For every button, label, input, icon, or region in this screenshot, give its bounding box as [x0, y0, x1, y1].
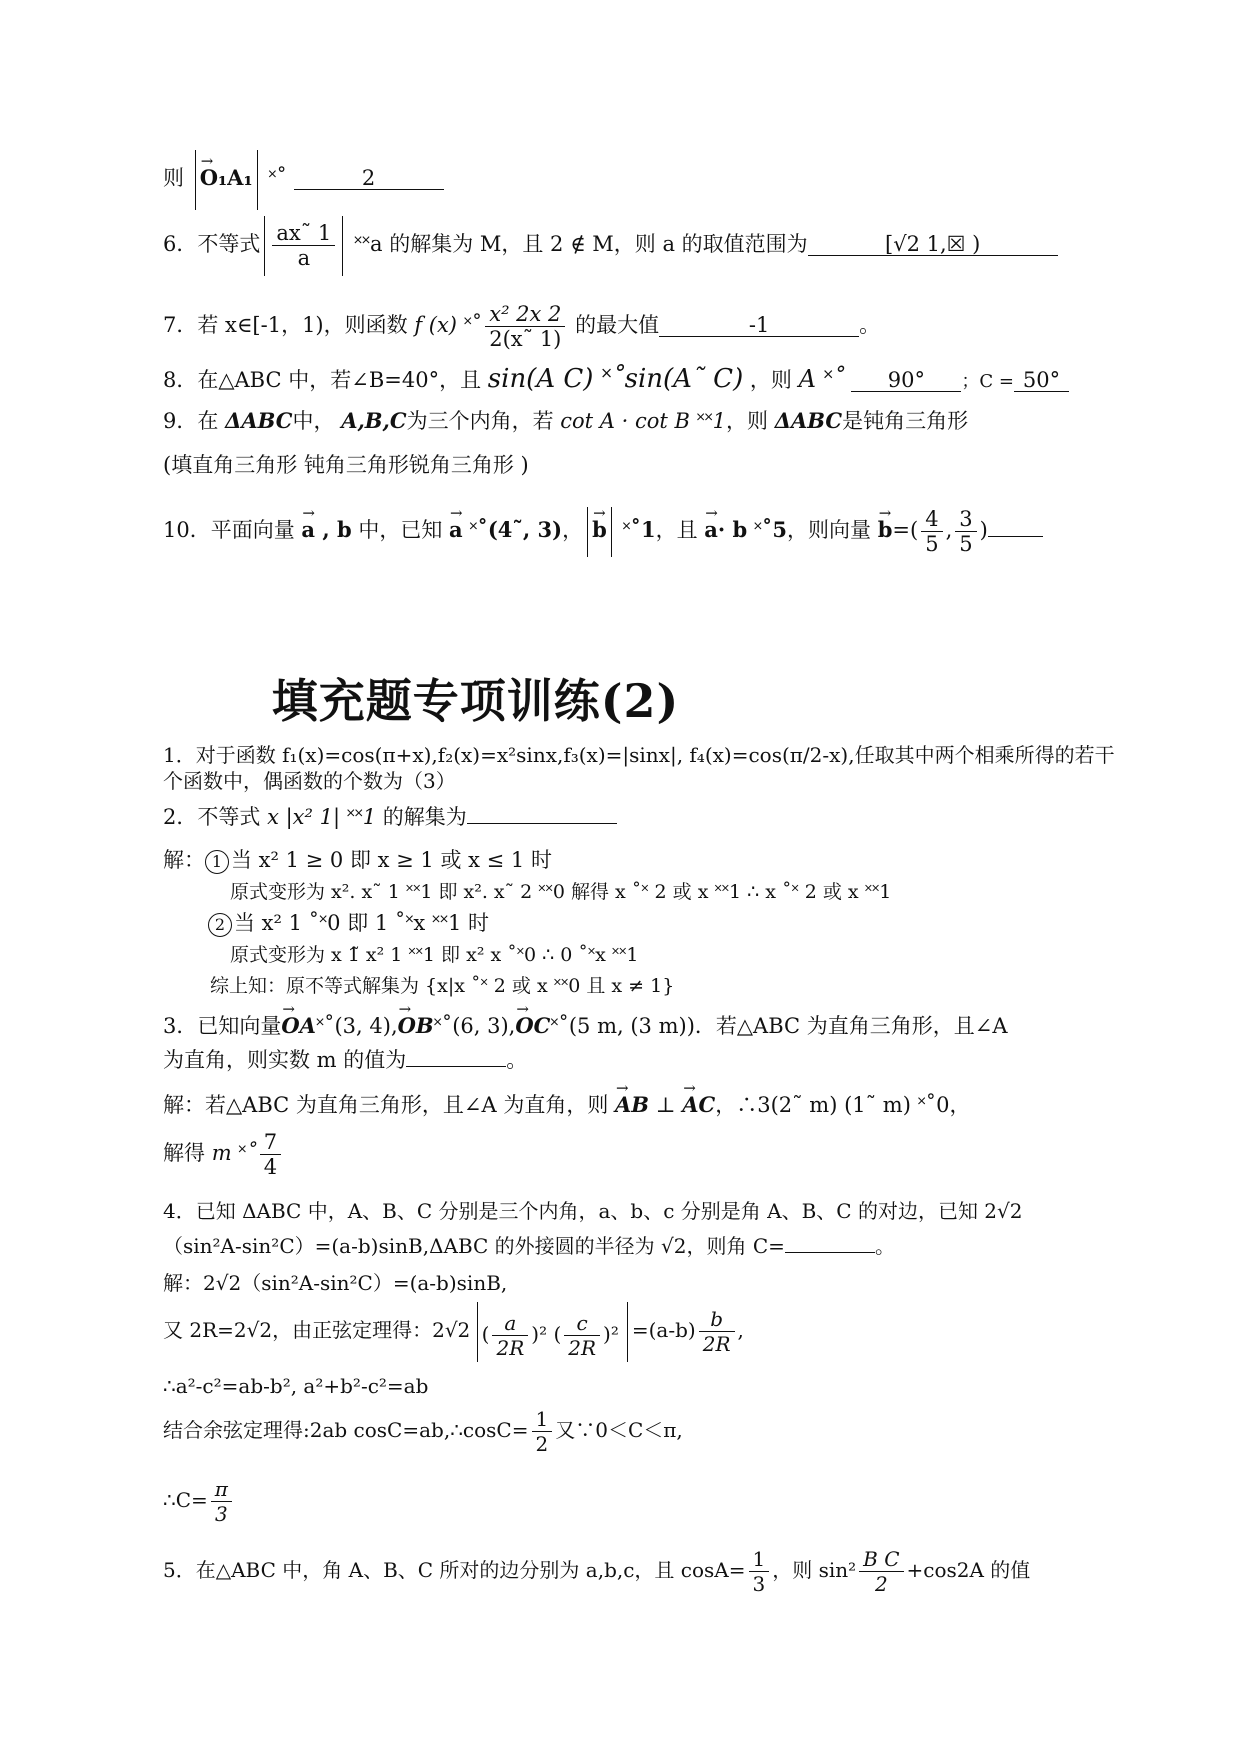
- perpendicular-symbol: ⊥: [655, 1093, 676, 1117]
- value: ˟˚5: [753, 517, 788, 542]
- s2-solution-4a: 解：2√2（sin²A-sin²C）=(a-b)sinB,: [163, 1271, 508, 1295]
- text: ,: [945, 518, 953, 542]
- s2-question-3b: [163, 1047, 527, 1073]
- text: 5．在△ABC 中，角 A、B、C 所对的边分别为 a,b,c，且 cosA=: [163, 1558, 746, 1582]
- value: ˟˚(4˜, 3): [469, 517, 563, 542]
- s2-question-4a: 4．已知 ΔABC 中，A、B、C 分别是三个内角，a、b、c 分别是角 A、B、C 的对边，已知 2√2: [163, 1199, 1023, 1223]
- s2-solution-4d: [163, 1400, 683, 1460]
- text: 。: [874, 1234, 895, 1258]
- abs-bar-right: [611, 507, 612, 557]
- fraction: [955, 507, 976, 556]
- denominator: a: [297, 246, 311, 270]
- text: 则: [163, 166, 184, 190]
- value: ˟˚1: [622, 517, 656, 542]
- vectors-a-b: → a , b: [301, 500, 351, 560]
- bracket-expression: [477, 1302, 623, 1362]
- numerator: π: [211, 1477, 232, 1502]
- text: ): [979, 518, 988, 542]
- numerator: 7: [260, 1130, 281, 1155]
- text: ，则向量: [787, 518, 872, 542]
- section-title: [0, 665, 1241, 731]
- numerator: 1: [532, 1407, 553, 1432]
- vector-b: → b: [878, 500, 893, 560]
- answer-blank: 钝角三角形: [863, 409, 969, 433]
- text: ˟˚(3, 4),: [315, 1014, 398, 1038]
- text: 结合余弦定理得:2ab cosC=ab,∴cosC=: [163, 1418, 529, 1442]
- symbol: ˟˚: [463, 313, 483, 337]
- question-9-note: (填直角三角形 钝角三角形锐角三角形 ): [163, 453, 529, 477]
- s2-solution-3: [163, 1092, 970, 1118]
- answer-blank: [√2 1,☒ ): [808, 233, 1058, 256]
- function-name: f (x): [414, 313, 458, 337]
- s2-solution-2-line5: 综上知：原不等式解集为 {x|x ˚˟ 2 或 x ˟˟0 且 x ≠ 1}: [210, 975, 675, 997]
- answer-blank: [467, 823, 617, 824]
- text: 10．平面向量: [163, 518, 295, 542]
- text: （sin²A-sin²C）=(a-b)sinB,ΔABC 的外接圆的半径为 √2，则角 C=: [163, 1234, 785, 1258]
- text: 的最大值: [575, 313, 660, 337]
- abs-bar-right: [257, 150, 258, 210]
- numerator: c: [564, 1311, 600, 1336]
- fraction: [532, 1407, 553, 1456]
- denominator: 2R: [702, 1332, 731, 1356]
- circled-number: 1: [205, 850, 229, 874]
- answer-blank: -1: [659, 314, 859, 337]
- vector-o1a1: → O₁A₁: [200, 148, 253, 208]
- text: 中，已知: [358, 518, 443, 542]
- text: 8．在△ABC 中，若∠B=40°，且: [163, 368, 482, 392]
- text: +cos2A 的值: [906, 1558, 1031, 1582]
- text: ，则 sin²: [772, 1558, 857, 1582]
- text: 又 2R=2√2，由正弦定理得：2√2: [163, 1318, 471, 1342]
- answer-blank: [406, 1066, 506, 1067]
- numerator: x² 2x 2: [485, 302, 565, 327]
- line-o1a1: [163, 148, 444, 210]
- s2-solution-4b: [163, 1298, 744, 1362]
- denominator: 2: [874, 1572, 888, 1596]
- numerator: 4: [921, 507, 942, 532]
- text: 3．已知向量: [163, 1014, 282, 1038]
- question-7: [163, 295, 880, 355]
- s2-solution-3b: [163, 1123, 284, 1183]
- s2-solution-2-line2: 原式变形为 x². x˜ 1 ˟˟1 即 x². x˜ 2 ˟˟0 解得 x ˚˟ 2 或 x ˟˟1 ∴ x ˚˟ 2 或 x ˟˟1: [230, 881, 892, 903]
- answer-blank: [988, 536, 1043, 537]
- denominator: 2: [535, 1432, 549, 1456]
- abs-bar-left: [264, 216, 265, 276]
- vector-a: → a: [449, 500, 463, 560]
- text: ，∴3(2˜ m) (1˜ m) ˟˚0，: [715, 1093, 971, 1117]
- text: 当 x² 1 ˚˟0 即 1 ˚˟x ˟˟1 时: [234, 911, 490, 935]
- text: 。: [859, 313, 881, 337]
- text: 6．不等式: [163, 232, 261, 256]
- vector-b: → b: [592, 500, 607, 560]
- variable-m: m ˟˚: [211, 1141, 257, 1165]
- denominator: 4: [263, 1155, 278, 1179]
- numerator: 1: [749, 1547, 770, 1572]
- denominator: 2R: [496, 1335, 525, 1360]
- text: ,: [737, 1318, 744, 1342]
- vector-ac: → AC: [682, 1092, 715, 1118]
- vector-ab: → AB: [615, 1092, 649, 1118]
- abs-bar-left: [587, 507, 588, 557]
- fraction: [485, 302, 565, 351]
- denominator: 5: [959, 532, 973, 556]
- text: ˟˟a 的解集为 M，且 2 ∉ M，则 a 的取值范围为: [353, 232, 808, 256]
- fraction: [749, 1547, 770, 1596]
- text: 是: [842, 409, 864, 433]
- vector-oa: → OA: [281, 1013, 316, 1039]
- fraction: [921, 507, 942, 556]
- text: ；C =: [961, 371, 1014, 392]
- text: ，则: [749, 368, 792, 392]
- s2-question-5: [163, 1540, 1030, 1600]
- text: 为三个内角，若: [406, 409, 554, 433]
- answer-blank-c: 50°: [1014, 369, 1069, 392]
- question-6: [163, 214, 1058, 276]
- s2-solution-4c: ∴a²-c²=ab-b², a²+b²-c²=ab: [163, 1374, 429, 1398]
- text: 中，: [292, 409, 335, 433]
- symbol: ˟˚: [268, 166, 287, 190]
- fraction: [859, 1547, 903, 1596]
- abs-bar-left: [195, 150, 196, 210]
- answer-blank: [785, 1252, 875, 1253]
- vector-ob: → OB: [398, 1013, 434, 1039]
- text: 9．在: [163, 409, 219, 433]
- numerator: B C: [859, 1547, 903, 1572]
- s2-solution-4e: [163, 1470, 235, 1530]
- text: 又∵0＜C＜π,: [555, 1418, 683, 1442]
- denominator: 5: [925, 532, 939, 556]
- s2-question-4b: [163, 1233, 895, 1259]
- text: 解：: [163, 848, 205, 872]
- circled-number: 2: [208, 913, 232, 937]
- title-text: 填充题专项训练(2): [271, 674, 680, 728]
- text: ，且: [655, 518, 698, 542]
- text: ，则: [726, 409, 769, 433]
- denominator: 3: [215, 1502, 228, 1526]
- fraction: [492, 1311, 528, 1360]
- s2-question-2: [163, 804, 617, 830]
- triangle-abc: ΔABC: [225, 408, 293, 433]
- fraction: [699, 1307, 735, 1356]
- fraction: [272, 221, 335, 270]
- numerator: 3: [955, 507, 976, 532]
- s2-solution-2-line3: [208, 910, 489, 937]
- angles-abc: A,B,C: [341, 408, 407, 433]
- denominator: 3: [752, 1572, 766, 1596]
- fraction: [211, 1477, 232, 1526]
- fraction: [260, 1130, 281, 1179]
- numerator: a: [492, 1311, 528, 1336]
- expression: x |x² 1| ˟˟1: [267, 805, 377, 829]
- bracket-right: [627, 1302, 628, 1362]
- text: 解得: [163, 1141, 205, 1165]
- text: ，: [562, 518, 584, 542]
- vector-oc: → OC: [515, 1013, 550, 1039]
- text: 2．不等式: [163, 805, 261, 829]
- text: ∴C=: [163, 1488, 208, 1512]
- question-8: [163, 363, 1069, 398]
- question-10: [163, 500, 1043, 560]
- abs-bar-right: [342, 216, 343, 276]
- s2-question-1b: 个函数中，偶函数的个数为（3）: [163, 769, 456, 793]
- fraction: [564, 1311, 600, 1360]
- answer-blank: 2: [294, 167, 444, 190]
- text: 的解集为: [382, 805, 467, 829]
- s2-question-1a: 1．对于函数 f₁(x)=cos(π+x),f₂(x)=x²sinx,f₃(x)=|sinx|, f₄(x)=cos(π/2-x),任取其中两个相乘所得的若干: [163, 743, 1115, 767]
- text: 。: [506, 1048, 528, 1072]
- triangle-abc: ΔABC: [774, 408, 843, 433]
- question-9: [163, 405, 969, 437]
- expression: cot A · cot B ˟˟1: [560, 409, 727, 433]
- denominator: 2R: [568, 1335, 597, 1360]
- text: 为直角，则实数 m 的值为: [163, 1048, 407, 1072]
- text: =(a-b): [631, 1318, 696, 1342]
- angle-a: A ˟˚: [798, 365, 845, 393]
- text: )² (: [531, 1321, 562, 1346]
- s2-question-3a: [163, 1013, 1008, 1039]
- text: 7．若 x∈[-1，1)，则函数: [163, 313, 408, 337]
- answer-blank-a: 90°: [851, 369, 961, 392]
- text: ˟˚(5 m, (3 m))．若△ABC 为直角三角形，且∠A: [550, 1014, 1008, 1038]
- expression: sin(A C) ˟˚sin(A˜ C): [487, 364, 744, 394]
- text: )²: [603, 1321, 619, 1346]
- s2-solution-2-line4: 原式变形为 x 1̃ x² 1 ˟˟1 即 x² x ˚˟0 ∴ 0 ˚˟x ˟˟1: [230, 944, 639, 966]
- text: ˟˚(6, 3),: [433, 1014, 516, 1038]
- denominator: 2(x˜ 1): [489, 327, 562, 351]
- text: 当 x² 1 ≥ 0 即 x ≥ 1 或 x ≤ 1 时: [231, 848, 552, 872]
- numerator: ax˜ 1: [272, 221, 335, 246]
- text: (: [481, 1321, 490, 1346]
- text: 解：若△ABC 为直角三角形，且∠A 为直角，则: [163, 1093, 609, 1117]
- dot-product: → a· b: [704, 500, 747, 560]
- numerator: b: [699, 1307, 735, 1332]
- s2-solution-2-line1: [163, 847, 552, 874]
- text: =(: [892, 518, 919, 542]
